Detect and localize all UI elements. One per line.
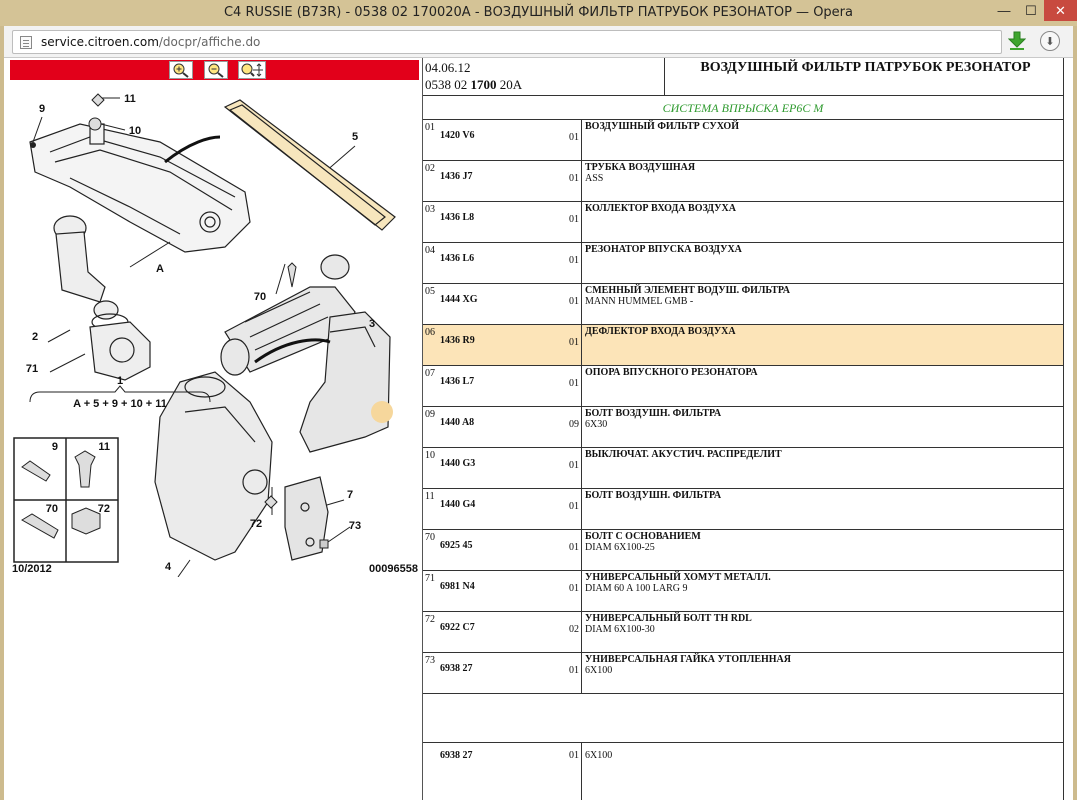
quantity: 02 [569, 624, 579, 635]
table-right-border [1063, 58, 1064, 800]
part-number: 1440 G3 [440, 458, 476, 469]
zoom-in-icon [172, 62, 190, 78]
quantity: 01 [569, 173, 579, 184]
part-description-sub: 6X100 [585, 665, 613, 676]
item-number: 09 [425, 409, 435, 420]
table-row[interactable] [423, 612, 1063, 653]
part-description-sub: DIAM 60 A 100 LARG 9 [585, 583, 688, 594]
part-number: 6922 C7 [440, 622, 475, 633]
item-number: 70 [425, 532, 435, 543]
table-row[interactable] [423, 243, 1063, 284]
part-number: 1444 XG [440, 294, 478, 305]
callout-9[interactable]: 9 [38, 103, 46, 115]
column-separator [581, 366, 582, 406]
item-number: 72 [425, 614, 435, 625]
part-number: 1436 R9 [440, 335, 475, 346]
maximize-button[interactable]: ☐ [1025, 2, 1037, 18]
diagram-ref: 00096558 [369, 563, 418, 575]
quantity: 01 [569, 255, 579, 266]
table-row[interactable] [423, 284, 1063, 325]
address-bar[interactable] [12, 30, 1002, 54]
quantity: 01 [569, 132, 579, 143]
column-separator [581, 161, 582, 201]
legend-label-9: 9 [51, 441, 58, 453]
column-separator [581, 653, 582, 693]
part-description: ВОЗДУШНЫЙ ФИЛЬТР СУХОЙ [585, 121, 739, 132]
part-description: УНИВЕРСАЛЬНЫЙ БОЛТ TH RDL [585, 613, 752, 624]
connector-part[interactable] [90, 322, 150, 380]
download-arrow-icon[interactable] [1008, 31, 1026, 51]
close-button[interactable]: ✕ [1044, 0, 1077, 21]
page-icon [20, 36, 32, 49]
item-number: 02 [425, 163, 435, 174]
doc-date: 04.06.12 [425, 60, 471, 75]
address-text[interactable] [41, 35, 260, 49]
part-description-sub: DIAM 6X100-25 [585, 542, 655, 553]
callout-11[interactable]: 11 [124, 93, 136, 105]
part-number: 1436 L8 [440, 212, 475, 223]
footer-description-sub: 6X100 [585, 750, 613, 761]
column-separator [581, 448, 582, 488]
quantity: 01 [569, 542, 579, 553]
column-separator [581, 530, 582, 570]
item-number: 11 [425, 491, 435, 502]
callout-3[interactable]: 3 [368, 318, 376, 330]
url-host: service.citroen.com [41, 35, 159, 49]
column-separator [581, 120, 582, 160]
table-row[interactable] [423, 448, 1063, 489]
system-title: СИСТЕМА ВПРЫСКА EP6C M [423, 96, 1063, 120]
item-number: 06 [425, 327, 435, 338]
item-number: 73 [425, 655, 435, 666]
selected-callout-highlight [371, 401, 393, 423]
item-number: 04 [425, 245, 435, 256]
part-description: ДЕФЛЕКТОР ВХОДА ВОЗДУХА [585, 326, 736, 337]
quantity: 01 [569, 296, 579, 307]
air-tube-2-part[interactable] [54, 216, 118, 319]
table-row[interactable] [423, 120, 1063, 161]
column-separator [581, 407, 582, 447]
zoom-in-button[interactable] [169, 61, 193, 79]
callout-a[interactable]: A [156, 263, 164, 275]
table-row[interactable] [423, 530, 1063, 571]
item-number: 10 [425, 450, 435, 461]
part-number: 1436 J7 [440, 171, 473, 182]
part-description: КОЛЛЕКТОР ВХОДА ВОЗДУХА [585, 203, 736, 214]
column-separator [581, 284, 582, 324]
part-description: БОЛТ С ОСНОВАНИЕМ [585, 531, 701, 542]
item-number: 03 [425, 204, 435, 215]
table-row[interactable] [423, 325, 1063, 366]
quantity: 01 [569, 378, 579, 389]
damper-10-part[interactable] [89, 118, 101, 130]
zoom-out-button[interactable] [204, 61, 228, 79]
parts-list-pane [423, 58, 1073, 800]
formula-number: 1 [116, 375, 124, 387]
column-separator [581, 243, 582, 283]
callout-4[interactable]: 4 [164, 561, 172, 573]
table-row[interactable] [423, 653, 1063, 694]
callout-5[interactable]: 5 [351, 131, 359, 143]
part-description: СМЕННЫЙ ЭЛЕМЕНТ ВОДУШ. ФИЛЬТРА [585, 285, 790, 296]
illustration-pane [4, 58, 422, 800]
doc-ref-prefix: 0538 02 [425, 77, 471, 92]
footer-part-number: 6938 27 [440, 750, 473, 761]
part-description: УНИВЕРСАЛЬНАЯ ГАЙКА УТОПЛЕННАЯ [585, 654, 791, 665]
callout-2[interactable]: 2 [31, 331, 39, 343]
parts-table [423, 120, 1063, 694]
hardware-legend [14, 438, 118, 562]
callout-70[interactable]: 70 [253, 291, 267, 303]
legend-label-11: 11 [98, 441, 110, 453]
doc-header [423, 58, 1063, 96]
parts-diagram [10, 82, 420, 577]
part-description-sub: ASS [585, 173, 604, 184]
resonator-4-part[interactable] [155, 372, 272, 560]
part-description-sub: DIAM 6X100-30 [585, 624, 655, 635]
callout-10[interactable]: 10 [128, 125, 142, 137]
bolt-11-part[interactable] [92, 94, 104, 106]
header-separator [664, 58, 665, 96]
filter-element-5-part[interactable] [225, 100, 395, 230]
legend-label-70: 70 [45, 503, 58, 515]
footer-quantity: 01 [569, 750, 579, 761]
table-row[interactable] [423, 489, 1063, 530]
doc-ref-bold: 1700 [470, 77, 497, 92]
item-number: 01 [425, 122, 435, 133]
part-number: 1420 V6 [440, 130, 475, 141]
doc-title: ВОЗДУШНЫЙ ФИЛЬТР ПАТРУБОК РЕЗОНАТОР [700, 60, 1031, 75]
doc-reference [425, 77, 522, 93]
zoom-toolbar [10, 60, 419, 80]
item-number: 07 [425, 368, 435, 379]
nut-73-part[interactable] [320, 540, 328, 548]
quantity: 01 [569, 665, 579, 676]
part-number: 6925 45 [440, 540, 473, 551]
window-title: C4 RUSSIE (B73R) - 0538 02 170020A - ВОЗДУШНЫЙ ФИЛЬТР ПАТРУБОК РЕЗОНАТОР — Opera [223, 5, 853, 20]
footer-column-separator [581, 743, 582, 800]
part-number: 1436 L7 [440, 376, 475, 387]
table-row[interactable] [423, 202, 1063, 243]
column-separator [581, 489, 582, 529]
callout-73[interactable]: 73 [348, 520, 362, 532]
part-number: 1440 A8 [440, 417, 475, 428]
url-path: /docpr/affiche.do [158, 35, 261, 49]
quantity: 01 [569, 460, 579, 471]
part-number: 6938 27 [440, 663, 473, 674]
callout-71[interactable]: 71 [25, 363, 39, 375]
part-number: 1436 L6 [440, 253, 475, 264]
downloads-button[interactable]: ⬇ [1040, 31, 1060, 51]
table-row[interactable] [423, 366, 1063, 407]
pan-zoom-icon [240, 62, 264, 78]
callout-7[interactable]: 7 [346, 489, 354, 501]
quantity: 01 [569, 501, 579, 512]
browser-toolbar [4, 26, 1073, 58]
part-description-sub: 6X30 [585, 419, 608, 430]
bolt-70-part[interactable] [288, 263, 296, 287]
part-description: ТРУБКА ВОЗДУШНАЯ [585, 162, 696, 173]
quantity: 01 [569, 337, 579, 348]
formula-text: A + 5 + 9 + 10 + 11 [73, 398, 167, 410]
item-number: 71 [425, 573, 435, 584]
part-description: БОЛТ ВОЗДУШН. ФИЛЬТРА [585, 408, 722, 419]
part-description: РЕЗОНАТОР ВПУСКА ВОЗДУХА [585, 244, 742, 255]
part-number: 6981 N4 [440, 581, 475, 592]
part-description: БОЛТ ВОЗДУШН. ФИЛЬТРА [585, 490, 722, 501]
table-row[interactable] [423, 161, 1063, 202]
part-description: УНИВЕРСАЛЬНЫЙ ХОМУТ МЕТАЛЛ. [585, 572, 771, 583]
column-separator [581, 325, 582, 365]
part-description-sub: MANN HUMMEL GMB - [585, 296, 694, 307]
legend-label-72: 72 [97, 503, 110, 515]
diagram-date: 10/2012 [12, 563, 52, 575]
table-row[interactable] [423, 571, 1063, 612]
column-separator [581, 612, 582, 652]
zoom-out-icon [207, 62, 225, 78]
column-separator [581, 571, 582, 611]
item-number: 05 [425, 286, 435, 297]
pan-zoom-button[interactable] [238, 61, 266, 79]
part-description: ОПОРА ВПУСКНОГО РЕЗОНАТОРА [585, 367, 758, 378]
table-row[interactable] [423, 407, 1063, 448]
quantity: 01 [569, 583, 579, 594]
bolt-9-part[interactable] [30, 142, 36, 148]
part-number: 1440 G4 [440, 499, 476, 510]
page-content [4, 58, 1073, 800]
doc-ref-suffix: 20A [496, 77, 523, 92]
callout-72[interactable]: 72 [249, 518, 263, 530]
fixed-footer-row[interactable] [423, 742, 1063, 800]
minimize-button[interactable]: — [997, 3, 1011, 18]
part-description: ВЫКЛЮЧАТ. АКУСТИЧ. РАСПРЕДЕЛИТ [585, 449, 782, 460]
quantity: 01 [569, 214, 579, 225]
column-separator [581, 202, 582, 242]
title-bar [0, 0, 1077, 26]
legend-bolt-72-icon [72, 508, 100, 534]
quantity: 09 [569, 419, 579, 430]
